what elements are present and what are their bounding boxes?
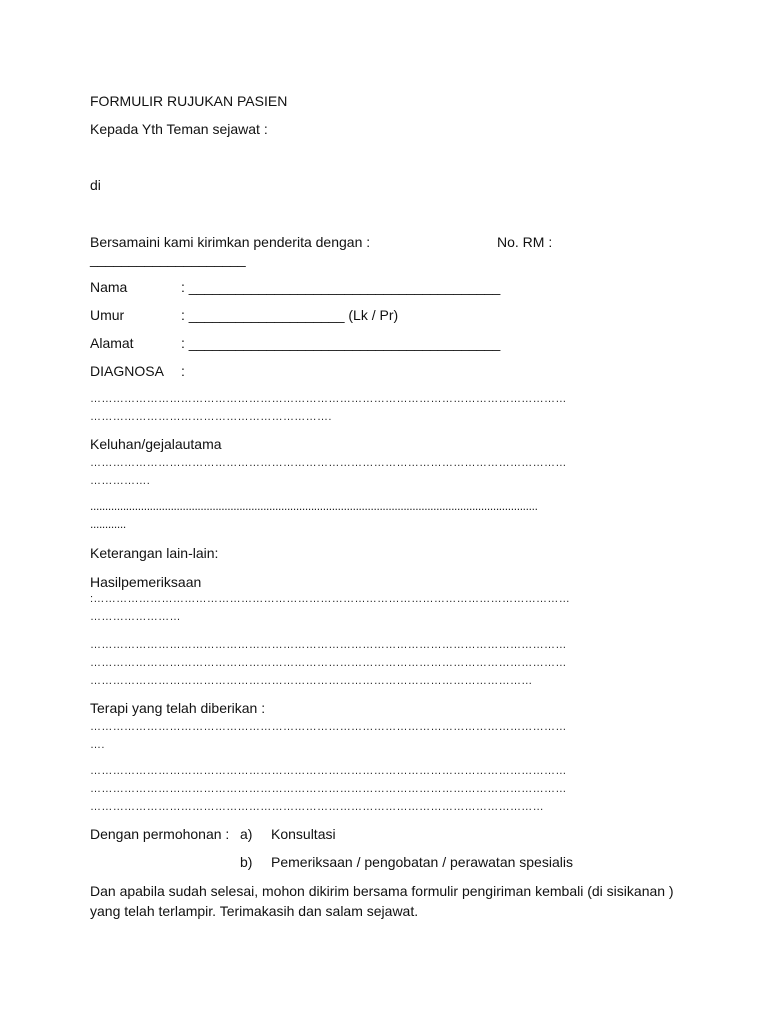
terapi-dotted-line: …. (90, 739, 105, 751)
keluhan-label: Keluhan/gejalautama (90, 436, 222, 452)
closing-text: yang telah terlampir. Terimakasih dan salam sejawat. (90, 903, 419, 919)
diagnosa-dotted-line: ………………………………………………………. (90, 411, 332, 423)
diagnosa-dotted-line: ……………………………………………………………………………………………………………… (90, 393, 567, 405)
hasil-dotted-line: ……………………………………………………………………………………………………………… (90, 657, 567, 669)
diagnosa-colon: : (181, 363, 185, 379)
rm-label: No. RM : (497, 234, 553, 250)
alamat-blank: : ________________________________________ (181, 335, 501, 351)
keluhan-dotted-line: ……………. (90, 475, 151, 487)
nama-label: Nama (90, 279, 128, 295)
rm-blank-line: ____________________ (90, 251, 246, 267)
terapi-dotted-line: ……………………………………………………………………………………………………………… (90, 783, 567, 795)
permohonan-label: Dengan permohonan : (90, 826, 230, 842)
option-text: Pemeriksaan / pengobatan / perawatan spesialis (271, 854, 573, 870)
umur-blank: : ____________________ (Lk / Pr) (181, 307, 399, 323)
terapi-dotted-line: ……………………………………………………………………………………………………………… (90, 721, 567, 733)
keterangan-label: Keterangan lain-lain: (90, 545, 219, 561)
intro-text: Bersamaini kami kirimkan penderita dengan : (90, 234, 371, 250)
terapi-dotted-line: ……………………………………………………………………………………………………………… (90, 765, 567, 777)
option-letter: b) (240, 854, 253, 870)
di-line: di (90, 177, 101, 193)
hasil-label: Hasilpemeriksaan (90, 574, 202, 590)
form-title: FORMULIR RUJUKAN PASIEN (90, 93, 288, 109)
option-letter: a) (240, 826, 253, 842)
umur-label: Umur (90, 307, 125, 323)
option-text: Konsultasi (271, 826, 336, 842)
nama-blank: : ________________________________________ (181, 279, 501, 295)
terapi-label: Terapi yang telah diberikan : (90, 700, 266, 716)
dotted-line: ............ (90, 517, 126, 531)
hasil-dotted-line: :……………………………………………………………………………………………………………… (90, 593, 571, 605)
hasil-dotted-line: ……………………………………………………………………………………………………… (90, 675, 533, 687)
greeting-line: Kepada Yth Teman sejawat : (90, 121, 268, 137)
terapi-dotted-line: ………………………………………………………………………………………………………… (90, 801, 544, 813)
hasil-dotted-line: …………………… (90, 611, 181, 623)
hasil-dotted-line: ……………………………………………………………………………………………………………… (90, 639, 567, 651)
keluhan-dotted-line: ……………………………………………………………………………………………………………… (90, 457, 567, 469)
alamat-label: Alamat (90, 335, 134, 351)
dotted-line: ...................................................................................................................................................... (90, 499, 538, 513)
closing-text: Dan apabila sudah selesai, mohon dikirim bersama formulir pengiriman kembali (di sisikanan ) (90, 883, 674, 899)
diagnosa-label: DIAGNOSA (90, 363, 164, 379)
